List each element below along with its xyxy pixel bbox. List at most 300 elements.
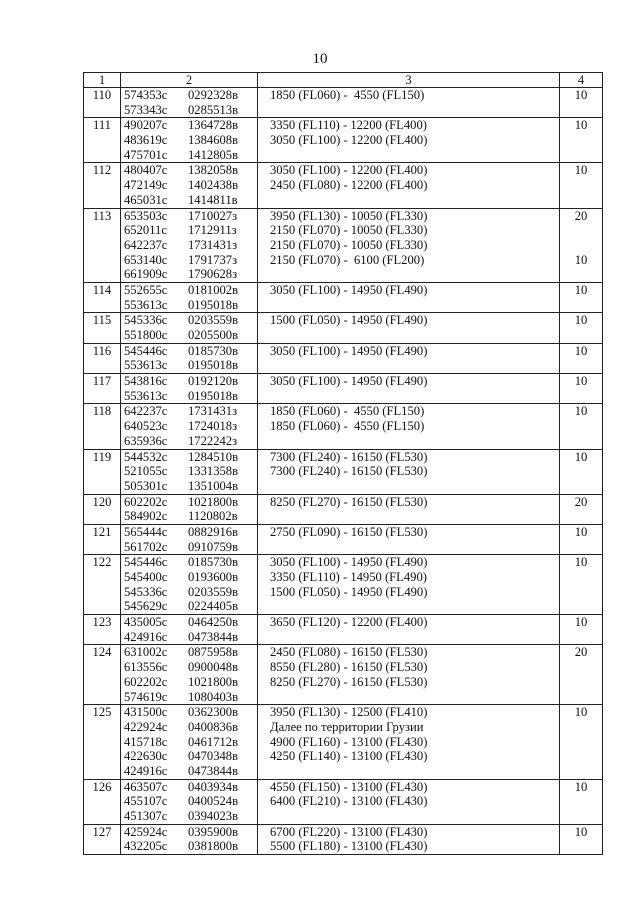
route-number: 112 xyxy=(84,163,121,208)
flight-level-line: 3050 (FL100) - 14950 (FL490) xyxy=(270,282,428,297)
point-latitude: 422924с xyxy=(124,719,168,734)
flight-level-line: 4250 (FL140) - 13100 (FL430) xyxy=(270,749,428,764)
value-line: 10 xyxy=(574,118,588,133)
value-cell xyxy=(560,313,603,343)
point-line xyxy=(124,253,257,268)
point-longitude: 0181002в xyxy=(188,282,239,297)
point-longitude: 1120802в xyxy=(188,509,238,524)
value-line: 20 xyxy=(574,645,588,660)
point-line xyxy=(124,133,257,148)
value-line: 10 xyxy=(574,779,588,794)
point-line xyxy=(124,764,257,779)
value-line: 10 xyxy=(574,449,588,464)
flight-level-line: 1850 (FL060) - 4550 (FL150) xyxy=(270,88,425,102)
point-latitude: 463507с xyxy=(124,779,168,794)
point-line xyxy=(124,749,257,764)
point-latitude: 640523с xyxy=(124,419,168,434)
column-header: 4 xyxy=(560,73,603,88)
point-latitude: 543816с xyxy=(124,374,168,389)
flight-level-line: 8250 (FL270) - 16150 (FL530) xyxy=(270,494,428,509)
value-line xyxy=(560,238,602,253)
table-row xyxy=(84,494,603,524)
flight-level-line: 7300 (FL240) - 16150 (FL530) xyxy=(270,449,428,464)
point-line xyxy=(124,660,257,675)
value-cell xyxy=(560,779,603,824)
point-line xyxy=(124,238,257,253)
table-row xyxy=(84,449,603,494)
point-latitude: 553613с xyxy=(124,388,168,403)
flight-level-line: 2450 (FL080) - 12200 (FL400) xyxy=(270,178,428,193)
value-line: 10 xyxy=(574,88,588,102)
route-points-cell xyxy=(121,208,258,282)
point-longitude: 1791737з xyxy=(188,252,238,267)
point-latitude: 631002с xyxy=(124,645,168,660)
point-line xyxy=(124,495,257,510)
route-points-cell xyxy=(121,494,258,524)
flight-level-line: 2450 (FL080) - 16150 (FL530) xyxy=(270,645,428,660)
value-line xyxy=(560,223,602,238)
flight-levels-cell xyxy=(258,524,560,554)
flight-level-line: 3650 (FL120) - 12200 (FL400) xyxy=(270,615,428,630)
point-line xyxy=(124,389,257,404)
route-points-cell xyxy=(121,615,258,645)
value-cell xyxy=(560,494,603,524)
value-cell xyxy=(560,282,603,312)
point-latitude: 475701с xyxy=(124,147,168,162)
route-table xyxy=(83,72,603,855)
point-longitude: 0195018в xyxy=(188,358,239,373)
route-points-cell xyxy=(121,313,258,343)
point-line xyxy=(124,839,257,854)
point-longitude: 1384608в xyxy=(188,133,239,148)
point-latitude: 602202с xyxy=(124,674,168,689)
value-line: 10 xyxy=(574,374,588,389)
point-line xyxy=(124,599,257,614)
point-latitude: 574619с xyxy=(124,689,168,704)
route-number: 120 xyxy=(84,494,121,524)
point-line xyxy=(124,344,257,359)
value-line: 10 xyxy=(574,163,588,178)
table-row xyxy=(84,524,603,554)
point-longitude: 0381800в xyxy=(188,839,239,854)
point-latitude: 545400с xyxy=(124,570,168,584)
point-longitude: 0394023в xyxy=(188,809,239,823)
point-latitude: 545336с xyxy=(124,584,168,599)
point-line xyxy=(124,615,257,630)
table-row xyxy=(84,705,603,779)
point-longitude: 0203559в xyxy=(188,584,239,599)
route-number: 117 xyxy=(84,374,121,404)
flight-level-line: 3350 (FL110) - 12200 (FL400) xyxy=(270,118,427,133)
point-longitude: 1331358в xyxy=(188,464,239,479)
flight-levels-cell xyxy=(258,449,560,494)
flight-level-line: 4550 (FL150) - 13100 (FL430) xyxy=(270,779,428,794)
value-line: 10 xyxy=(574,615,588,630)
value-cell xyxy=(560,404,603,449)
value-line: 10 xyxy=(574,343,588,358)
point-latitude: 573343с xyxy=(124,102,168,117)
point-line xyxy=(124,404,257,419)
value-line: 10 xyxy=(574,824,588,839)
column-header: 3 xyxy=(258,73,560,88)
point-longitude: 0461712в xyxy=(188,734,239,749)
point-line xyxy=(124,193,257,208)
point-line xyxy=(124,148,257,163)
flight-levels-cell xyxy=(258,282,560,312)
flight-levels-cell xyxy=(258,313,560,343)
point-line xyxy=(124,690,257,705)
flight-level-line: 6700 (FL220) - 13100 (FL430) xyxy=(270,824,428,839)
route-points-cell xyxy=(121,645,258,705)
value-line: 10 xyxy=(574,404,588,419)
point-latitude: 661909с xyxy=(124,267,168,282)
flight-level-line: 7300 (FL240) - 16150 (FL530) xyxy=(270,464,428,479)
point-line xyxy=(124,178,257,193)
flight-levels-cell xyxy=(258,705,560,779)
point-longitude: 0362300в xyxy=(188,705,239,720)
point-longitude: 1364728в xyxy=(188,118,239,133)
page-number: 10 xyxy=(312,51,328,67)
value-line: 10 xyxy=(574,705,588,720)
point-latitude: 424916с xyxy=(124,629,168,644)
table-row xyxy=(84,282,603,312)
flight-levels-cell xyxy=(258,555,560,615)
route-number: 122 xyxy=(84,555,121,615)
flight-level-line: 2750 (FL090) - 16150 (FL530) xyxy=(270,524,428,539)
point-latitude: 415718с xyxy=(124,734,168,749)
point-latitude: 602202с xyxy=(124,494,168,509)
route-points-cell xyxy=(121,163,258,208)
point-line xyxy=(124,298,257,313)
flight-level-line: 2150 (FL070) - 6100 (FL200) xyxy=(270,252,425,267)
point-longitude: 0205500в xyxy=(188,328,239,342)
point-latitude: 544532с xyxy=(124,449,168,464)
point-line xyxy=(124,374,257,389)
table-row xyxy=(84,208,603,282)
value-cell xyxy=(560,449,603,494)
flight-levels-cell xyxy=(258,645,560,705)
route-number: 111 xyxy=(84,118,121,163)
point-line xyxy=(124,555,257,570)
point-line xyxy=(124,118,257,133)
flight-level-line: 3950 (FL130) - 12500 (FL410) xyxy=(270,705,428,720)
point-latitude: 545446с xyxy=(124,555,168,570)
flight-levels-cell xyxy=(258,615,560,645)
point-line xyxy=(124,809,257,824)
point-latitude: 635936с xyxy=(124,433,168,448)
point-latitude: 422630с xyxy=(124,749,168,764)
value-cell xyxy=(560,343,603,373)
route-points-cell xyxy=(121,374,258,404)
value-cell xyxy=(560,524,603,554)
point-line xyxy=(124,645,257,660)
route-number: 126 xyxy=(84,779,121,824)
flight-level-line: 3950 (FL130) - 10050 (FL330) xyxy=(270,208,428,223)
point-latitude: 472149с xyxy=(124,178,168,193)
point-longitude: 0185730в xyxy=(188,343,239,358)
flight-level-line: 5500 (FL180) - 13100 (FL430) xyxy=(270,839,428,854)
value-line: 10 xyxy=(574,282,588,297)
point-longitude: 1790628з xyxy=(188,267,238,282)
point-longitude: 0470348в xyxy=(188,749,239,764)
flight-level-line: 3050 (FL100) - 14950 (FL490) xyxy=(270,555,428,570)
value-line: 20 xyxy=(574,494,588,509)
table-row xyxy=(84,555,603,615)
point-line xyxy=(124,464,257,479)
flight-level-line: 2150 (FL070) - 10050 (FL330) xyxy=(270,237,428,252)
point-line xyxy=(124,825,257,840)
value-cell xyxy=(560,118,603,163)
point-line xyxy=(124,570,257,585)
flight-levels-cell xyxy=(258,779,560,824)
route-number: 118 xyxy=(84,404,121,449)
point-latitude: 521055с xyxy=(124,464,168,479)
flight-levels-cell xyxy=(258,494,560,524)
route-points-cell xyxy=(121,449,258,494)
value-cell xyxy=(560,374,603,404)
table-row xyxy=(84,779,603,824)
point-line xyxy=(124,267,257,282)
route-number: 110 xyxy=(84,88,121,118)
route-points-cell xyxy=(121,824,258,854)
route-number: 116 xyxy=(84,343,121,373)
flight-level-line: 3050 (FL100) - 14950 (FL490) xyxy=(270,343,428,358)
value-line: 10 xyxy=(574,313,588,328)
point-longitude: 0292328в xyxy=(188,88,239,102)
route-number: 127 xyxy=(84,824,121,854)
value-cell xyxy=(560,824,603,854)
point-line xyxy=(124,209,257,224)
flight-levels-cell xyxy=(258,374,560,404)
table-row xyxy=(84,88,603,118)
point-line xyxy=(124,479,257,494)
point-line xyxy=(124,163,257,178)
point-latitude: 490207с xyxy=(124,118,168,133)
point-line xyxy=(124,794,257,809)
point-latitude: 565444с xyxy=(124,524,168,539)
value-cell xyxy=(560,645,603,705)
point-longitude: 1724018з xyxy=(188,419,238,434)
point-longitude: 1731431з xyxy=(188,404,238,419)
table-row xyxy=(84,645,603,705)
point-longitude: 1021800в xyxy=(188,674,239,689)
flight-level-line: Далее по территории Грузии xyxy=(270,719,424,734)
flight-level-line: 3050 (FL100) - 12200 (FL400) xyxy=(270,133,428,148)
point-longitude: 0875958в xyxy=(188,645,239,660)
value-line: 10 xyxy=(574,252,588,267)
point-line xyxy=(124,283,257,298)
point-line xyxy=(124,705,257,720)
point-longitude: 0395900в xyxy=(188,824,239,839)
point-longitude: 0224405в xyxy=(188,599,239,614)
point-latitude: 545446с xyxy=(124,343,168,358)
flight-level-line: 1850 (FL060) - 4550 (FL150) xyxy=(270,419,425,434)
flight-levels-cell xyxy=(258,118,560,163)
point-longitude: 0403934в xyxy=(188,779,239,794)
point-longitude: 0400524в xyxy=(188,794,239,809)
point-longitude: 1021800в xyxy=(188,494,239,509)
table-row xyxy=(84,615,603,645)
point-longitude: 0193600в xyxy=(188,570,239,584)
point-longitude: 1731431з xyxy=(188,237,238,252)
route-points-cell xyxy=(121,343,258,373)
point-latitude: 465031с xyxy=(124,192,168,207)
point-longitude: 0473844в xyxy=(188,763,239,778)
route-points-cell xyxy=(121,282,258,312)
flight-levels-cell xyxy=(258,824,560,854)
value-line: 20 xyxy=(574,208,588,223)
point-latitude: 483619с xyxy=(124,133,168,148)
point-line xyxy=(124,525,257,540)
flight-level-line: 1500 (FL050) - 14950 (FL490) xyxy=(270,313,428,328)
point-longitude: 0192120в xyxy=(188,374,239,389)
point-line xyxy=(124,585,257,600)
point-longitude: 1080403в xyxy=(188,689,239,704)
table-row xyxy=(84,374,603,404)
point-latitude: 553613с xyxy=(124,297,168,312)
point-latitude: 574353с xyxy=(124,88,168,102)
column-header: 1 xyxy=(84,73,121,88)
point-longitude: 0285513в xyxy=(188,102,239,117)
point-latitude: 553613с xyxy=(124,358,168,373)
point-latitude: 545336с xyxy=(124,313,168,328)
point-latitude: 432205с xyxy=(124,839,168,854)
point-latitude: 551800с xyxy=(124,328,168,342)
flight-level-line: 6400 (FL210) - 13100 (FL430) xyxy=(270,794,428,809)
value-cell xyxy=(560,208,603,282)
route-number: 115 xyxy=(84,313,121,343)
point-longitude: 1710027з xyxy=(188,208,238,223)
table-row xyxy=(84,118,603,163)
route-number: 121 xyxy=(84,524,121,554)
point-longitude: 1412805в xyxy=(188,147,239,162)
point-latitude: 424916с xyxy=(124,763,168,778)
point-latitude: 642237с xyxy=(124,404,168,419)
table-row xyxy=(84,404,603,449)
point-latitude: 642237с xyxy=(124,237,168,252)
route-number: 123 xyxy=(84,615,121,645)
route-number: 124 xyxy=(84,645,121,705)
route-points-cell xyxy=(121,555,258,615)
point-line xyxy=(124,313,257,328)
point-line xyxy=(124,419,257,434)
route-number: 125 xyxy=(84,705,121,779)
flight-level-line: 4900 (FL160) - 13100 (FL430) xyxy=(270,734,428,749)
point-longitude: 0882916в xyxy=(188,524,239,539)
route-number: 119 xyxy=(84,449,121,494)
point-longitude: 1712911з xyxy=(188,223,237,238)
point-latitude: 480407с xyxy=(124,163,168,178)
point-latitude: 613556с xyxy=(124,660,168,675)
value-cell xyxy=(560,555,603,615)
point-line xyxy=(124,540,257,555)
route-points-cell xyxy=(121,524,258,554)
point-longitude: 1402438в xyxy=(188,178,239,193)
point-longitude: 0900048в xyxy=(188,660,239,675)
point-line xyxy=(124,675,257,690)
point-longitude: 0910759в xyxy=(188,539,239,554)
point-line xyxy=(124,630,257,645)
point-latitude: 505301с xyxy=(124,478,168,493)
point-line xyxy=(124,223,257,238)
point-longitude: 0185730в xyxy=(188,555,239,570)
value-line: 10 xyxy=(574,524,588,539)
point-latitude: 455107с xyxy=(124,794,168,809)
route-points-cell xyxy=(121,88,258,118)
route-points-cell xyxy=(121,118,258,163)
route-number: 114 xyxy=(84,282,121,312)
point-latitude: 652011с xyxy=(124,223,167,238)
value-cell xyxy=(560,705,603,779)
value-cell xyxy=(560,615,603,645)
point-latitude: 584902с xyxy=(124,509,168,524)
flight-level-line: 8550 (FL280) - 16150 (FL530) xyxy=(270,660,428,675)
point-latitude: 653503с xyxy=(124,208,168,223)
flight-levels-cell xyxy=(258,343,560,373)
point-latitude: 552655с xyxy=(124,282,168,297)
flight-levels-cell xyxy=(258,163,560,208)
point-line xyxy=(124,358,257,373)
point-latitude: 561702с xyxy=(124,539,168,554)
point-longitude: 0464250в xyxy=(188,615,239,630)
point-longitude: 1382058в xyxy=(188,163,239,178)
table-body xyxy=(84,88,603,855)
flight-level-line: 3050 (FL100) - 14950 (FL490) xyxy=(270,374,428,389)
route-points-cell xyxy=(121,779,258,824)
point-latitude: 431500с xyxy=(124,705,168,720)
point-longitude: 0203559в xyxy=(188,313,239,328)
route-points-cell xyxy=(121,705,258,779)
point-line xyxy=(124,780,257,795)
point-line xyxy=(124,103,257,118)
point-line xyxy=(124,328,257,343)
point-line xyxy=(124,509,257,524)
flight-level-line: 1850 (FL060) - 4550 (FL150) xyxy=(270,404,425,419)
table-row xyxy=(84,163,603,208)
point-latitude: 545629с xyxy=(124,599,168,614)
point-longitude: 0400836в xyxy=(188,719,239,734)
point-line xyxy=(124,450,257,465)
point-longitude: 0473844в xyxy=(188,629,239,644)
column-header: 2 xyxy=(121,73,258,88)
route-points-cell xyxy=(121,404,258,449)
point-longitude: 1414811в xyxy=(188,192,238,207)
value-cell xyxy=(560,163,603,208)
point-latitude: 435005с xyxy=(124,615,168,630)
flight-level-line: 3050 (FL100) - 12200 (FL400) xyxy=(270,163,428,178)
table-row xyxy=(84,313,603,343)
flight-level-line: 2150 (FL070) - 10050 (FL330) xyxy=(270,223,428,238)
point-longitude: 1351004в xyxy=(188,478,239,493)
point-line xyxy=(124,434,257,449)
flight-levels-cell xyxy=(258,88,560,118)
point-longitude: 1284510в xyxy=(188,449,239,464)
point-latitude: 425924с xyxy=(124,824,168,839)
point-latitude: 653140с xyxy=(124,252,168,267)
value-line: 10 xyxy=(574,555,588,570)
route-number: 113 xyxy=(84,208,121,282)
point-latitude: 451307с xyxy=(124,809,168,823)
point-longitude: 0195018в xyxy=(188,388,239,403)
flight-level-line: 3350 (FL110) - 14950 (FL490) xyxy=(270,570,427,584)
flight-level-line: 8250 (FL270) - 16150 (FL530) xyxy=(270,674,428,689)
flight-levels-cell xyxy=(258,404,560,449)
point-line xyxy=(124,720,257,735)
header-row xyxy=(84,73,603,88)
point-line xyxy=(124,88,257,103)
flight-level-line: 1500 (FL050) - 14950 (FL490) xyxy=(270,584,428,599)
table-row xyxy=(84,343,603,373)
